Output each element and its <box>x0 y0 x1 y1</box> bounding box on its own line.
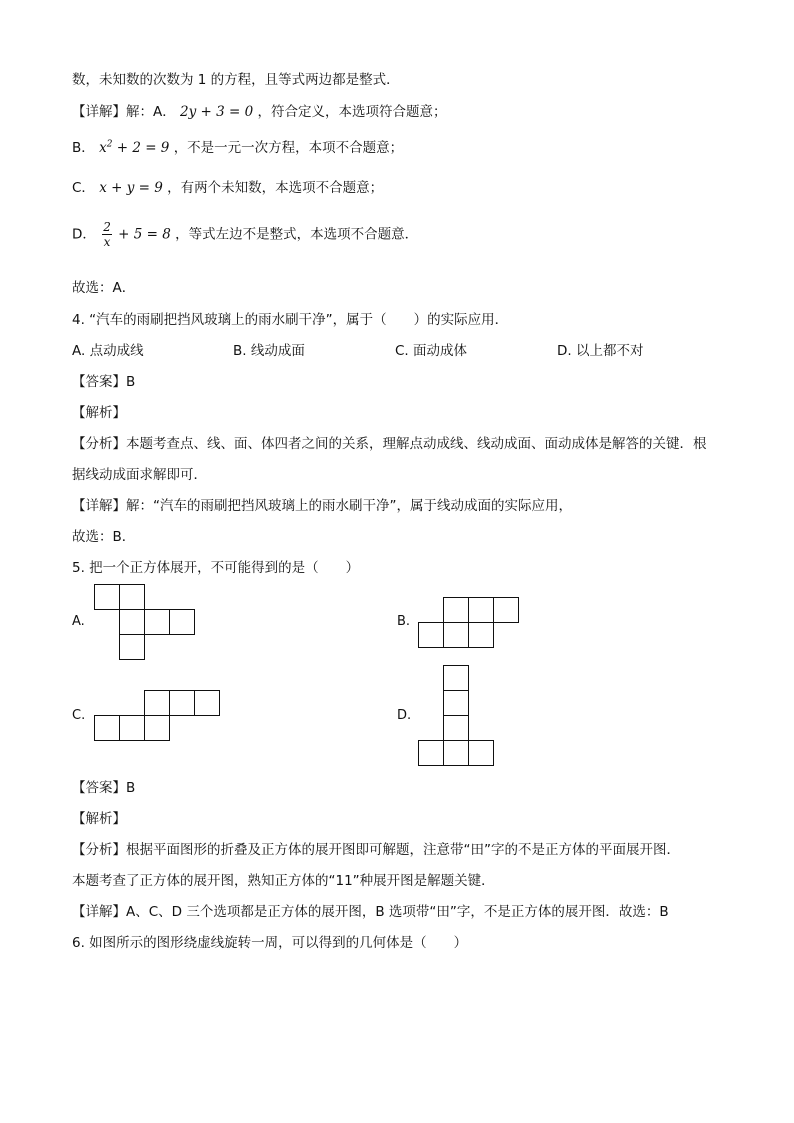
net-square <box>444 623 469 648</box>
net-square <box>444 741 469 766</box>
text-line: 数，未知数的次数为 1 的方程，且等式两边都是整式． <box>72 72 400 88</box>
analysis-text: 本题考查了正方体的展开图，熟知正方体的“11”种展开图是解题关键． <box>72 873 495 889</box>
equation-part: + 2 = 9 <box>112 140 170 156</box>
analysis-title: 【解析】 <box>72 811 126 827</box>
analysis-text: 【分析】根据平面图形的折叠及正方体的展开图即可解题，注意带“田”字的不是正方体的平面展开图． <box>72 842 680 858</box>
equation-part: x <box>99 140 107 156</box>
net-square <box>145 691 170 716</box>
text-segment: ，符合定义，本选项符合题意； <box>257 104 447 120</box>
analysis-text: 据线动成面求解即可． <box>72 467 207 483</box>
cube-net-c <box>94 690 220 741</box>
cube-net-b <box>418 597 519 648</box>
net-square <box>469 623 494 648</box>
text-segment: C． <box>72 180 95 196</box>
equation: x + y = 9 <box>99 180 163 196</box>
net-square <box>120 716 145 741</box>
text-segment: ，等式左边不是整式，本选项不合题意． <box>175 226 419 243</box>
equation: + 5 = 8 <box>118 226 171 243</box>
q5-label-d: D. <box>397 708 412 723</box>
text-line <box>72 100 447 120</box>
q4-option-b: B. 线动成面 <box>233 343 305 359</box>
text-segment: ，有两个未知数，本选项不合题意； <box>167 180 384 196</box>
net-square <box>444 598 469 623</box>
net-square <box>444 666 469 691</box>
detail-text: 【详解】A、C、D 三个选项都是正方体的展开图，B 选项带“田”字，不是正方体的展开图．故选：B <box>72 904 669 920</box>
net-square <box>120 635 145 660</box>
question-4-stem: 4. “汽车的雨刷把挡风玻璃上的雨水刷干净”，属于（ ）的实际应用． <box>72 312 509 328</box>
exponent: 2 <box>106 139 113 150</box>
net-square <box>419 741 444 766</box>
net-square <box>469 741 494 766</box>
fraction <box>102 220 112 249</box>
equation <box>99 140 169 156</box>
net-square <box>170 610 195 635</box>
text-segment: 【详解】解：A． <box>72 104 176 120</box>
net-square <box>444 691 469 716</box>
net-square <box>419 623 444 648</box>
net-square <box>494 598 519 623</box>
net-square <box>95 716 120 741</box>
net-square <box>444 716 469 741</box>
q4-option-d: D. 以上都不对 <box>557 343 644 359</box>
net-square <box>469 598 494 623</box>
answer: 【答案】B <box>72 780 136 796</box>
q4-option-c: C. 面动成体 <box>395 343 468 359</box>
text-segment: D． <box>72 226 96 243</box>
detail-text: 【详解】解：“汽车的雨刷把挡风玻璃上的雨水刷干净”，属于线动成面的实际应用， <box>72 498 572 514</box>
net-square <box>120 585 145 610</box>
cube-net-d <box>418 665 494 766</box>
analysis-title: 【解析】 <box>72 405 126 421</box>
answer: 【答案】B <box>72 374 136 390</box>
cube-net-a <box>94 584 195 660</box>
question-6-stem: 6. 如图所示的图形绕虚线旋转一周，可以得到的几何体是（ ） <box>72 935 468 951</box>
text-line <box>72 136 403 156</box>
q5-label-c: C. <box>72 708 86 723</box>
net-square <box>195 691 220 716</box>
q4-option-a: A. 点动成线 <box>72 343 144 359</box>
fraction-denominator: x <box>103 235 111 249</box>
net-square <box>145 716 170 741</box>
q5-label-b: B. <box>397 614 411 629</box>
net-square <box>120 610 145 635</box>
text-line: 故选：A． <box>72 280 136 296</box>
question-5-stem: 5. 把一个正方体展开，不可能得到的是（ ） <box>72 560 360 576</box>
analysis-text: 【分析】本题考查点、线、面、体四者之间的关系，理解点动成线、线动成面、面动成体是解答的关键．根 <box>72 436 707 452</box>
text-line <box>72 220 418 249</box>
fraction-numerator: 2 <box>103 220 111 234</box>
text-line <box>72 176 383 196</box>
text-segment: B． <box>72 140 95 156</box>
net-square <box>170 691 195 716</box>
net-square <box>95 585 120 610</box>
net-square <box>145 610 170 635</box>
text-segment: ，不是一元一次方程，本项不合题意； <box>173 140 404 156</box>
equation: 2y + 3 = 0 <box>180 104 254 120</box>
choose-text: 故选：B． <box>72 529 136 545</box>
q5-label-a: A. <box>72 614 85 629</box>
